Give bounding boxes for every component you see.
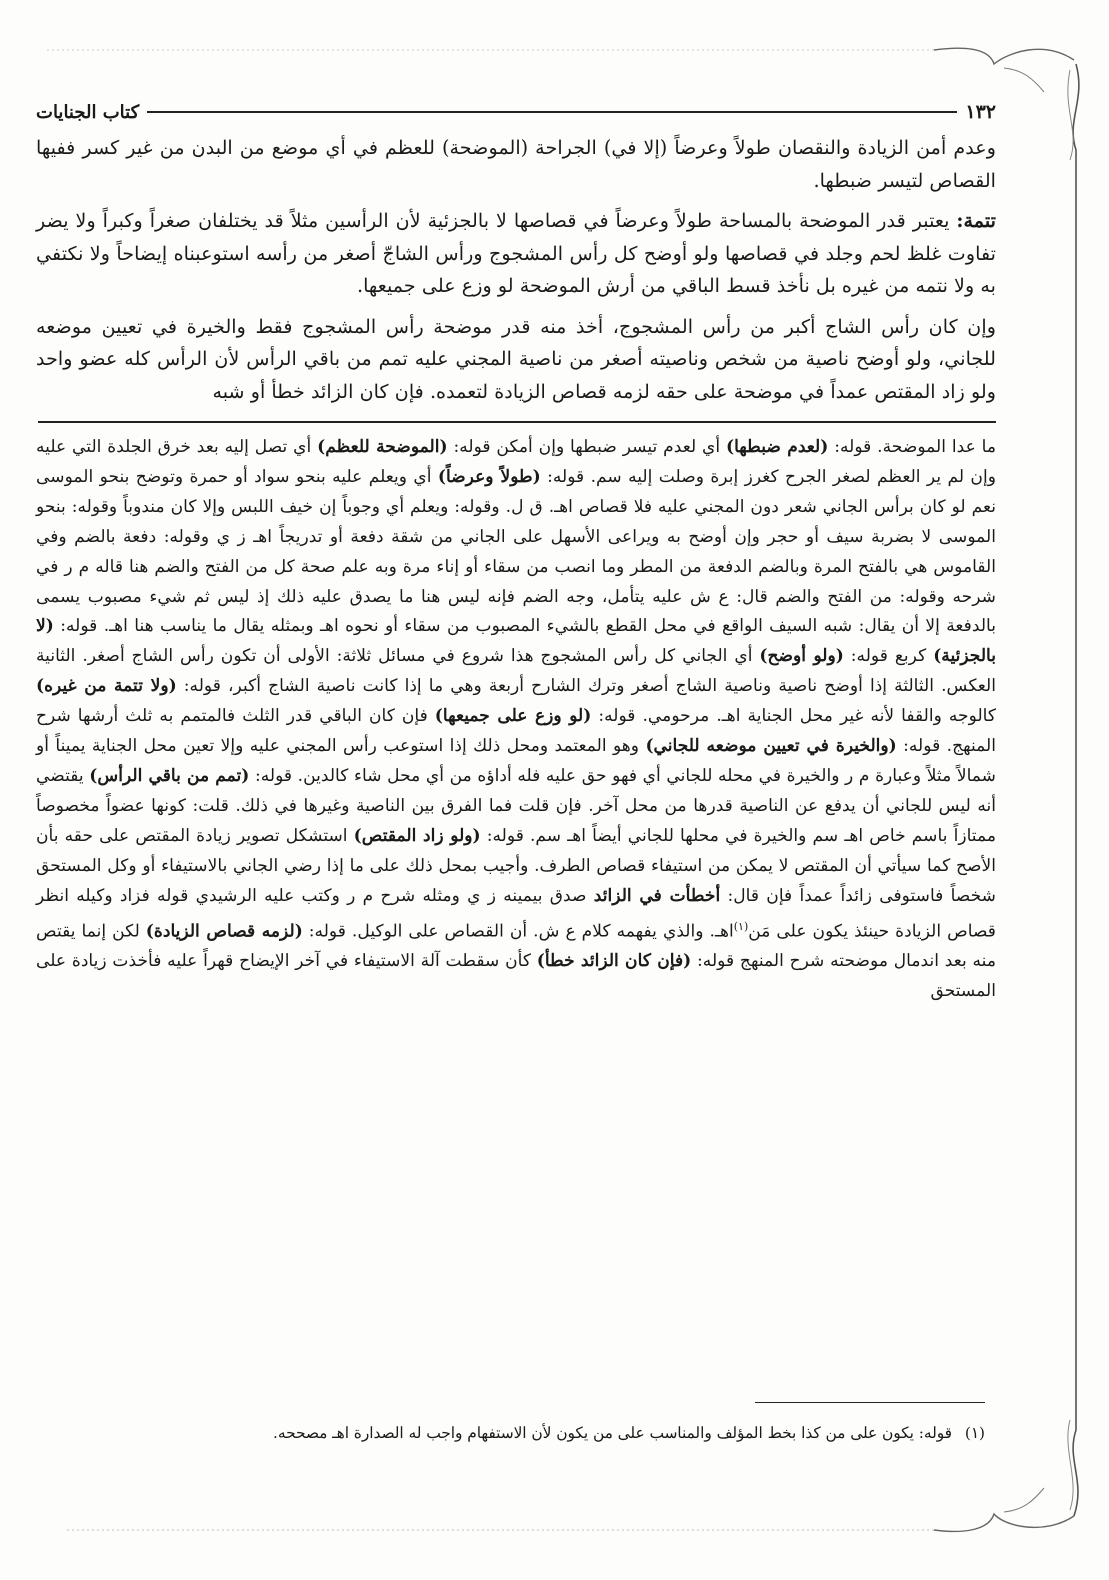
- main-paragraph-2: [36, 205, 996, 303]
- book-title: كتاب الجنايات: [36, 101, 140, 123]
- header-rule: [147, 111, 957, 113]
- commentary-run: كأن سقطت آلة الاستيفاء في آخر الإيضاح قهراً عليه فأخذت زيادة على المستحق: [36, 951, 996, 1001]
- text-commentary-separator: [38, 421, 996, 423]
- commentary-run: أي تصل إليه بعد خرق الجلدة التي عليه وإن لم ير العظم لصغر الجرح كغرز إبرة وصلت إليه سم. قوله:: [36, 437, 996, 487]
- page-content: [36, 96, 996, 1007]
- running-head: [36, 96, 996, 128]
- tatimma-label: تتمة:: [956, 209, 996, 232]
- commentary-run: كالوجه والقفا لأنه غير محل الجناية اهـ. مرحومي. قوله:: [591, 706, 996, 727]
- page-number: ١٣٢: [965, 101, 996, 123]
- commentary-lemma: (ولو أوضح): [759, 646, 844, 667]
- commentary-run: وهو المعتمد ومحل ذلك إذا استوعب رأس المجني عليه وإلا تعين محل الجناية يميناً أو شمالاً مثلاً وعبارة م ر والخيرة في محله للجاني أي فهو حق عليه فله أداؤه من أي محل شاء كالدين. قوله:: [36, 736, 996, 786]
- main-text: [36, 132, 996, 408]
- commentary-run: لكن إنما يقتص منه بعد اندمال موضحته شرح المنهج قوله:: [36, 921, 996, 972]
- footnote-number: (١): [964, 1424, 985, 1442]
- commentary-run: كربع قوله:: [843, 646, 934, 667]
- footnote-rule: [755, 1402, 985, 1403]
- commentary-lemma: أخطأت في الزائد: [593, 885, 721, 906]
- commentary-run: أي لعدم تيسر ضبطها وإن أمكن قوله:: [447, 437, 726, 457]
- commentary-lemma: (لعدم ضبطها): [726, 437, 829, 457]
- commentary-paragraph: [36, 433, 996, 1007]
- commentary-run: يقتضي أنه ليس للجاني أن يدفع عن الناصية قدرها من محل آخر. فإن قلت فما الفرق بين الناصية وغيرها في ذلك. قلت: كونها عضواً مخصوصاً ممتازاً باسم خاص اهـ سم والخيرة في محلها للجاني أيضاً اهـ سم. قوله:: [36, 765, 996, 846]
- commentary-lemma: (لو وزع على جميعها): [434, 706, 592, 727]
- commentary-lemma: (والخيرة في تعيين موضعه للجاني): [645, 736, 897, 757]
- commentary-lemma: (لزمه قصاص الزيادة): [145, 921, 303, 942]
- footnote: [145, 1420, 985, 1446]
- main-paragraph-3: وإن كان رأس الشاج أكبر من رأس المشجوج، أخذ منه قدر موضحة رأس المشجوج فقط والخيرة في تعيين موضعه للجاني، ولو أوضح ناصية من شخص وناصيته أصغر من ناصية المجني عليه تمم من باقي الرأس لأن الرأس كله عضو واحد ولو زاد المقتص عمداً في موضحة على حقه لزمه قصاص الزيادة لتعمده. فإن كان الزائد خطأ أو شبه: [36, 314, 996, 403]
- commentary-run: فإن كان الباقي قدر الثلث فالمتمم به ثلث أرشها شرح المنهج. قوله:: [36, 706, 996, 757]
- commentary-lemma: (طولاً وعرضاً): [437, 466, 541, 487]
- commentary-lemma: (فإن كان الزائد خطأ): [536, 951, 692, 972]
- commentary-run: اهـ. والذي يفهمه كلام ع ش. أن القصاص على الوكيل. قوله:: [302, 921, 734, 942]
- commentary-run: استشكل تصوير زيادة المقتص على حقه بأن الأصح كما سيأتي أن المقتص لا يمكن من استيفاء قصاص الطرف. وأجيب بمحل ذلك على ما إذا رضي الجاني بالاستيفاء أو وكل المستحق شخصاً فاستوفى زائداً عمداً فإن قال:: [36, 825, 996, 906]
- commentary-lemma: (لا بالجزئية): [36, 616, 996, 667]
- footnote-ref: (١): [733, 919, 749, 933]
- tatimma-text: يعتبر قدر الموضحة بالمساحة طولاً وعرضاً في قصاصها لا بالجزئية لأن الرأسين مثلاً قد يختلفان صغراً وكبراً ولا يضر تفاوت غلظ لحم وجلد في قصاصها ولو أوضح كل رأس المشجوج ورأس الشاجّ أصغر من رأسه استوعبناه إيضاحاً ولا نكتفي به ولا نتمه من غيره بل نأخذ قسط الباقي من أرش الموضحة لو وزع على جميعها.: [36, 209, 996, 297]
- commentary-lemma: (الموضحة للعظم): [317, 437, 448, 457]
- footnote-text: قوله: يكون على من كذا بخط المؤلف والمناسب على من يكون لأن الاستفهام واجب له الصدارة اهـ مصححه.: [273, 1424, 952, 1442]
- commentary-run: صدق بيمينه ز ي ومثله شرح م ر وكتب عليه الرشيدي قوله فزاد وكيله انظر قصاص الزيادة حينئذ يكون على مَن: [36, 885, 996, 942]
- commentary: [36, 433, 996, 1007]
- commentary-lemma: (ولا تتمة من غيره): [36, 676, 177, 697]
- commentary-run: ما عدا الموضحة. قوله:: [828, 437, 996, 457]
- commentary-run: أي الجاني كل رأس المشجوج هذا شروع في مسائل ثلاثة: الأولى أن تكون رأس الشاج أصغر. الثانية العكس. الثالثة إذا أوضح ناصية وناصية الشاج أصغر وترك الشارح أربعة وهي ما إذا كانت ناصية الشاج أكبر، قوله:: [36, 646, 996, 697]
- commentary-lemma: (تمم من باقي الرأس): [89, 765, 250, 786]
- commentary-lemma: (ولو زاد المقتص): [353, 825, 481, 846]
- main-paragraph-1: وعدم أمن الزيادة والنقصان طولاً وعرضاً (إلا في) الجراحة (الموضحة) للعظم في أي موضع من البدن من غير كسر ففيها القصاص لتيسر ضبطها.: [36, 136, 996, 192]
- commentary-run: أي ويعلم عليه بنحو سواد أو حمرة وتوضح بنحو الموسى نعم لو كان برأس الجاني شعر دون المجني عليه فلا قصاص اهـ. ق ل. وقوله: ويعلم أي وجوباً إن خيف اللبس وإلا كان مندوباً وقوله: بنحو الموسى لا بضربة سيف أو حجر وإن أوضح به ويراعى الأسهل على الجاني من شقة دفعة أو تدريجاً اهـ ز ي وقوله: دفعة بالضم وفي القاموس هي بالفتح المرة وبالضم الدفعة من المطر وما انصب من سقاء أو إناء مرة وبه علم صحة كل من الفتح والضم هنا قاله م ر في شرحه وقوله: من الفتح والضم قال: ع ش عليه يتأمل، وجه الضم فإنه ليس هنا ما يصدق عليه ذلك إذ ليس ثم شيء مصبوب يسمى بالدفعة إلا أن يقال: شبه السيف الواقع في محل القطع بالشيء المصبوب من سقاء أو نحوه اهـ وبمثله يقال ما يناسب هنا اهـ. قوله:: [36, 466, 996, 637]
